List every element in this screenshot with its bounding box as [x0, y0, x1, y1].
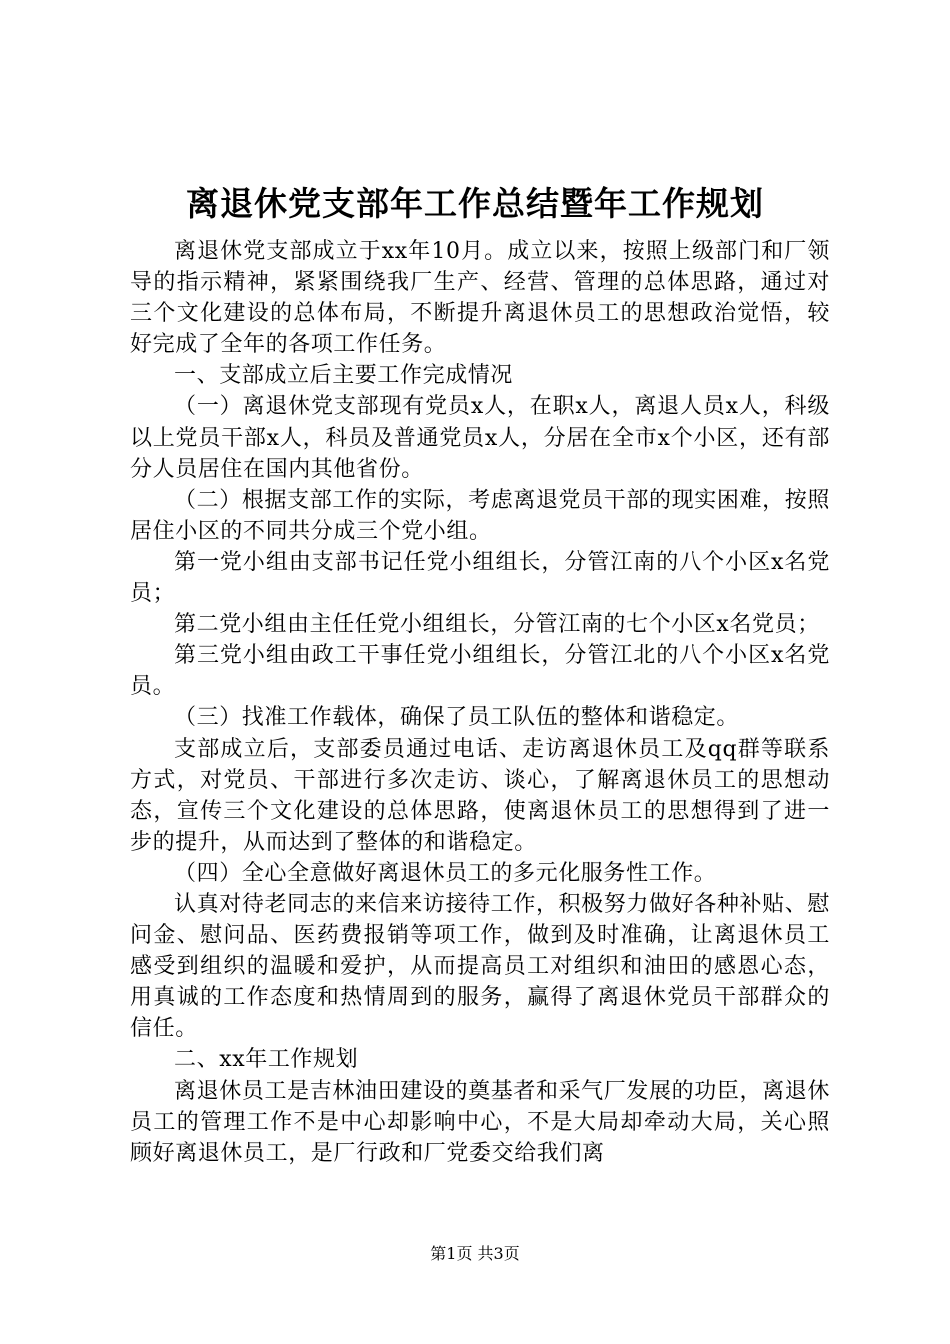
- paragraph-group-3: 第三党小组由政工干事任党小组组长，分管江北的八个小区x名党员。: [130, 643, 830, 700]
- paragraph-group-2: 第二党小组由主任任党小组组长，分管江南的七个小区x名党员；: [174, 612, 820, 638]
- paragraph-item-3-detail: 支部成立后，支部委员通过电话、走访离退休员工及qq群等联系方式，对党员、干部进行多次走访、谈心，了解离退休员工的思想动态，宣传三个文化建设的总体思路，使离退休员工的思想得到了进一步的提升，从而达到了整体的和谐稳定。: [130, 736, 830, 855]
- paragraph-plan: 离退休员工是吉林油田建设的奠基者和采气厂发展的功臣，离退休员工的管理工作不是中心却影响中心，不是大局却牵动大局，关心照顾好离退休员工，是厂行政和厂党委交给我们离: [130, 1078, 830, 1166]
- paragraph-item-4: （四）全心全意做好离退休员工的多元化服务性工作。: [174, 860, 717, 886]
- paragraph-item-2: （二）根据支部工作的实际，考虑离退党员干部的现实困难，按照居住小区的不同共分成三个党小组。: [130, 487, 830, 544]
- document-body: [130, 236, 830, 1169]
- section-heading-1: 一、支部成立后主要工作完成情况: [174, 363, 514, 389]
- paragraph-group-1: 第一党小组由支部书记任党小组组长，分管江南的八个小区x名党员；: [130, 549, 830, 607]
- paragraph-item-4-detail: 认真对待老同志的来信来访接待工作，积极努力做好各种补贴、慰问金、慰问品、医药费报销等项工作，做到及时准确，让离退休员工感受到组织的温暖和爱护，从而提高员工对组织和油田的感恩心态，用真诚的工作态度和热情周到的服务，赢得了离退休党员干部群众的信任。: [130, 891, 830, 1042]
- paragraph-intro: 离退休党支部成立于xx年10月。成立以来，按照上级部门和厂领导的指示精神，紧紧围绕我厂生产、经营、管理的总体思路，通过对三个文化建设的总体布局，不断提升离退休员工的思想政治觉悟，较好完成了全年的各项工作任务。: [130, 239, 830, 358]
- paragraph-item-1: （一）离退休党支部现有党员x人，在职x人，离退人员x人，科级以上党员干部x人，科员及普通党员x人，分居在全市x个小区，还有部分人员居住在国内其他省份。: [130, 394, 830, 482]
- paragraph-item-3: （三）找准工作载体，确保了员工队伍的整体和谐稳定。: [174, 705, 740, 731]
- document-title: 离退休党支部年工作总结暨年工作规划: [186, 184, 764, 223]
- page-footer: 第1页 共3页: [430, 1244, 520, 1263]
- section-heading-2: 二、xx年工作规划: [174, 1047, 359, 1073]
